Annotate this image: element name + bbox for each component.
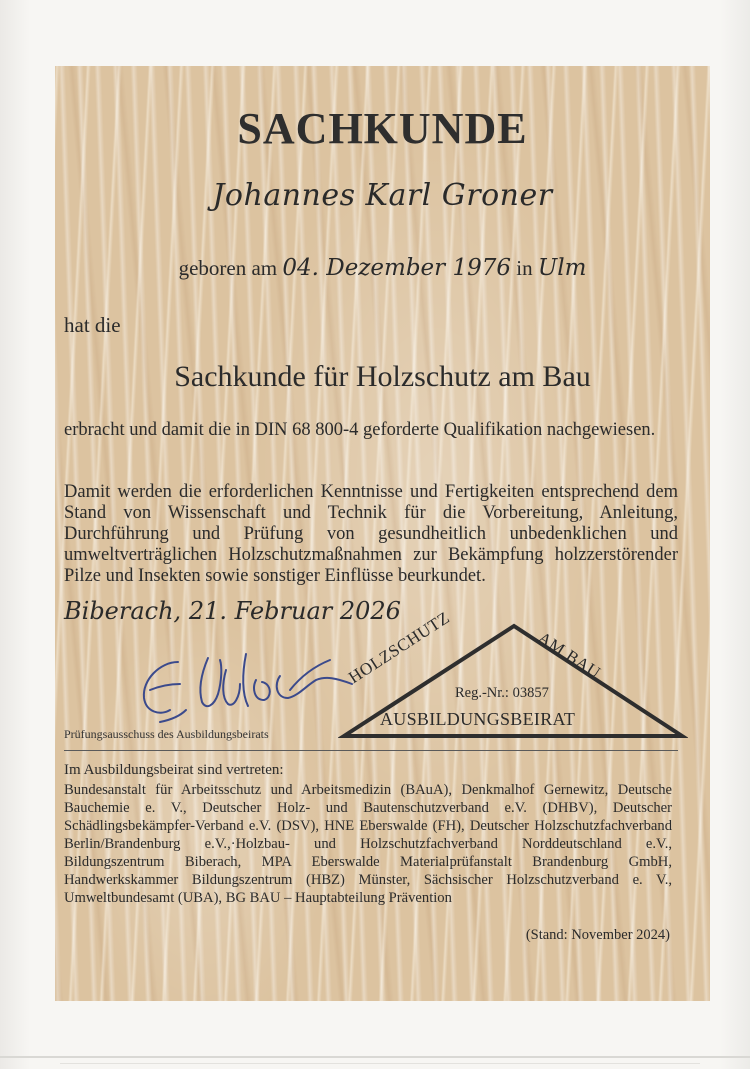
birth-place: Ulm xyxy=(537,255,587,281)
paper-edge xyxy=(0,1056,750,1058)
holder-name: Johannes Karl Groner xyxy=(212,178,553,213)
members-heading: Im Ausbildungsbeirat sind vertreten: xyxy=(64,762,284,778)
seal-right-text: AM BAU xyxy=(534,628,605,683)
divider xyxy=(64,750,678,751)
registration-number: Reg.-Nr.: 03857 xyxy=(455,685,549,701)
born-in: in xyxy=(516,256,533,280)
born-prefix: geboren am xyxy=(178,256,278,280)
paper-edge-shadow xyxy=(60,1063,700,1064)
place-and-date: Biberach, 21. Februar 2026 xyxy=(64,597,401,625)
scope-paragraph: Damit werden die erforderlichen Kenntnisse und Fertigkeiten entsprechend dem Stand von Wissenschaft und Technik für die Vorbereitung, Anleitung, Durchführung und Prüfung von gesundheitlich unbedenklichen und umweltverträglichen Holzschutzmaßnahmen zur Bekämpfung holzzerstörender Pilze und Insekten sowie sonstiger Einflüsse beurkundet. xyxy=(64,482,678,586)
seal-left-text: HOLZSCHUTZ xyxy=(345,607,454,688)
certificate-subject: Sachkunde für Holzschutz am Bau xyxy=(174,360,591,393)
handwritten-signature xyxy=(130,640,360,735)
intro-text: hat die xyxy=(64,313,121,337)
certificate-title: SACHKUNDE xyxy=(237,104,528,153)
signature-caption: Prüfungsausschuss des Ausbildungsbeirats xyxy=(64,727,269,741)
seal-base-text: AUSBILDUNGSBEIRAT xyxy=(380,709,576,729)
birth-line xyxy=(55,255,710,281)
members-list: Bundesanstalt für Arbeitsschutz und Arbeitsmedizin (BAuA), Denkmalhof Gernewitz, Deutsche Bauchemie e. V., Deutscher Holz- und Bautenschutzverband e.V. (DHBV), Deutscher Schädlingsbekämpfer-Verband e.V. (DSV), HNE Eberswalde (FH), Deutscher Holzschutzfachverband Berlin/Brandenburg e.V.,·Holzbau- und Holzschutzfachverband Norddeutschland e.V., Bildungszentrum Biberach, MPA Eberswalde Materialprüfanstalt Brandenburg GmbH, Handwerkskammer Bildungszentrum (HBZ) Münster, Sächsischer Holzschutzverband e. V., Umweltbundesamt (UBA), BG BAU – Hauptabteilung Prävention xyxy=(64,782,672,906)
birth-date: 04. Dezember 1976 xyxy=(282,255,512,281)
status-date: (Stand: November 2024) xyxy=(525,927,670,943)
qualification-paragraph: erbracht und damit die in DIN 68 800-4 geforderte Qualifikation nachgewiesen. xyxy=(64,420,656,440)
